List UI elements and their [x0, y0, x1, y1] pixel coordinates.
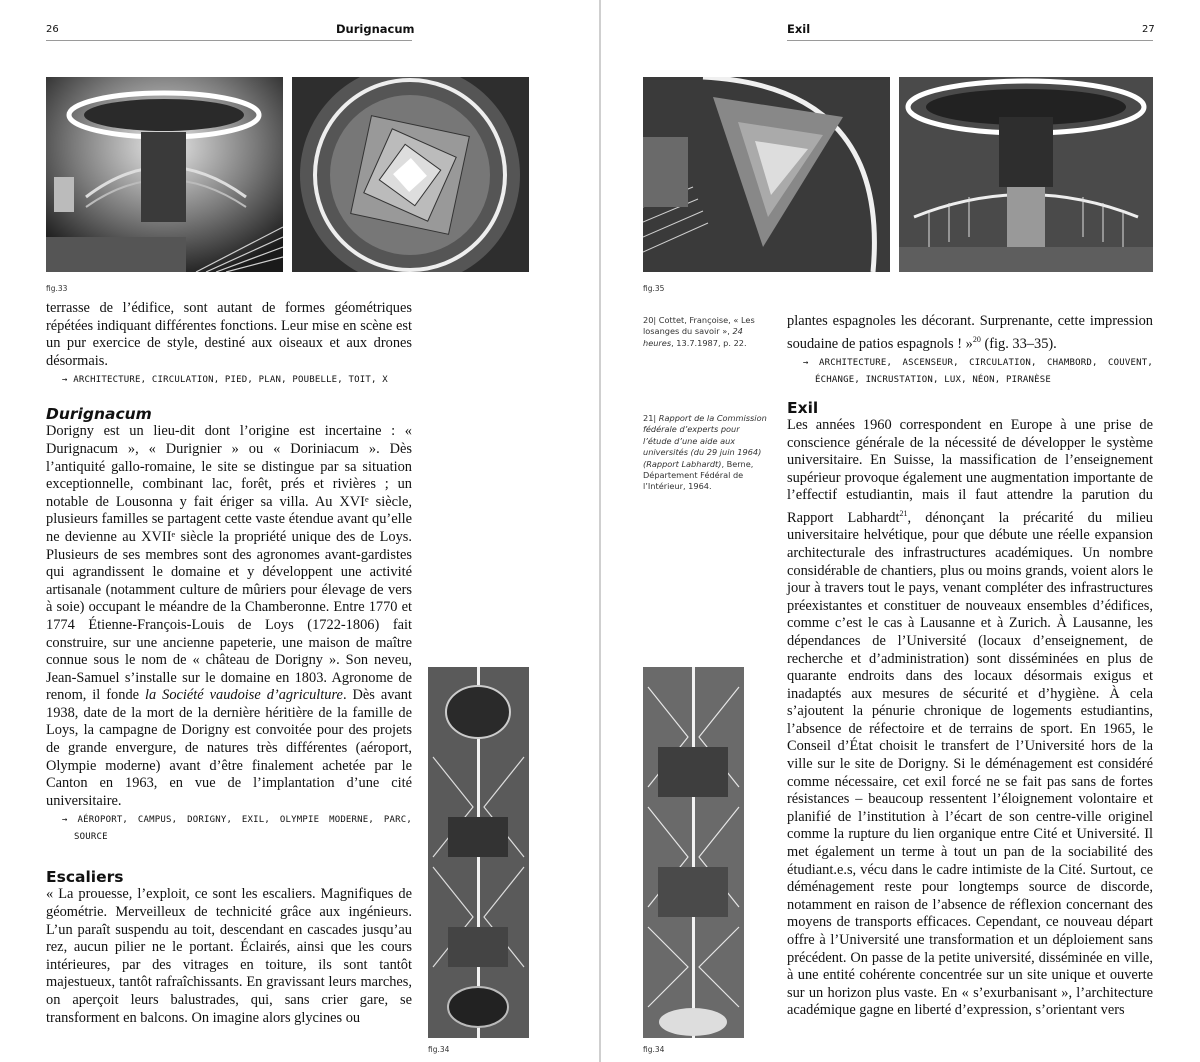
photo-stair-shaft — [428, 667, 529, 1038]
figure-label: fig.34 — [643, 1045, 665, 1054]
right-text-column — [787, 313, 1153, 1020]
paragraph-escaliers: « La prouesse, l’exploit, ce sont les escaliers. Magnifiques de géométrie. Merveilleux de technicité grâce aux ingénieurs. L’un paraît suspendu au toit, descendant en cascades jusqu’au rez, aucun pilier ne le portant. Éclairés, ainsi que les cours intérieures, par des vitrages en toiture, ils sont tantôt majestueux, tantôt rafraîchissants. En gravissant leurs marches, on aperçoit leurs balustrades, qui, sans crier gare, se transforment en balcons. On imagine alors glycines ou — [46, 886, 412, 1026]
photo-triangular-stairwell — [643, 77, 890, 272]
paragraph-durignacum: Dorigny est un lieu-dit dont l’origine est incertaine : « Durignacum », « Durignier » ou « Doriniacum ». Dès l’antiquité gallo-romaine, le site se distingue par sa situation exceptionnelle, combinant lac, forêt, prés et rivières ; un notable de Lousonna y fait ériger sa villa. Au XVIᵉ siècle, plusieurs familles se partagent cette vaste étendue avant qu’elle ne devienne au XVIIᵉ siècle la propriété unique des de Loys. Plusieurs de ses membres sont des agronomes avant-gardistes qui agrandissent le domaine et y développent une activité artisanale (notamment culture de mûriers pour élevage de vers à soie) occupant le méandre de la Chamberonne. Entre 1770 et 1774 Étienne-François-Louis de Loys (1722-1806) fait construire, sur une ancienne papeterie, une maison de maître connue sous le nom de « château de Dorigny ». Son neveu, Jean-Samuel s’installe sur le domaine en 1803. Agronome de renom, il fonde la Société vaudoise d’agriculture. Dès avant 1938, date de la mort de la dernière héritière de la famille de Loys, la campagne de Dorigny est convoitée pour des projets de grande envergure, de natures très différentes (aéroport, Olympie moderne) avant d’être finalement achetée par le Canton en 1963, en vue de l’implantation d’une cité universitaire. — [46, 423, 412, 809]
figure-label: fig.34 — [428, 1045, 450, 1054]
running-head: Exil — [787, 22, 811, 36]
header-rule — [46, 40, 412, 41]
left-text-column — [46, 300, 412, 1027]
figure-label: fig.33 — [46, 284, 68, 293]
page-number: 27 — [1142, 24, 1155, 35]
photo-atrium-ring — [899, 77, 1153, 272]
footnote-21: 21| Rapport de la Commission fédérale d’experts pour l’étude d’une aide aux universités (du 29 juin 1964) (Rapport Labhardt), Berne, Département Fédéral de l’Intérieur, 1964. — [643, 413, 767, 492]
photo-atrium-stairs — [46, 77, 283, 272]
photo-stair-shaft — [643, 667, 744, 1038]
paragraph-exil: Les années 1960 correspondent en Europe à une prise de conscience générale de la nécessité de développer le système universitaire. En Suisse, la massification de l’enseignement supérieur provoque également une augmentation importante de l’effectif estudiantin, mais il faut attendre la parution du Rapport Labhardt$^{21}$, dénonçant la précarité du milieu universitaire helvétique, pour que débute une réelle expansion architecturale des infrastructures académiques. Un nombre considérable de chantiers, plus ou moins grands, voient alors le jour à travers tout le pays, venant compléter des infrastructures préexistantes et constituer de nouveaux ensembles d’édifices, comme c’est le cas à Lausanne et à Zurich. À Lausanne, les dépendances de l’Université (locaux d’enseignement, de recherche et d’administration) sont disséminées en plus de quarante endroits dans des locaux désormais exigus et inadaptés aux mesures de sécurité et d’hygiène. À cela s’ajoutent la pénurie chronique de logements estudiantins, l’absence de réfectoire et de terrains de sport. En 1965, le Conseil d’État choisit le transfert de l’Université hors de la ville sur le site de Dorigny. Si le déménagement est considéré comme nécessaire, cet exil forcé ne se fait pas sans de fortes résistances – beaucoup ressentent l’éloignement volontaire et planifié de l’institution à l’écart de son centre-ville originel comme la rupture du lien organique entre Cité et Université. Il met également un terme à tout un pan de la sociabilité des étudiant.e.s, vécu dans le cadre intimiste de la Cité. Surtout, ce déménagement reste pour longtemps source de discorde, notamment en raison de l’absence de réflexion concernant des moyens de transports efficaces. Cependant, ce nouveau départ offre à l’Université une transformation et un déploiement sans précédent. On passe de la petite université, disséminée en ville, à une entité cohérente concentrée sur un site unique et ouverte sur un horizon plus vaste. En « s’exurbanisant », l’architecture académique gagne en liberté d’expression, s’orientant vers — [787, 416, 1153, 1019]
running-head: Durignacum — [336, 22, 415, 36]
entry-title-durignacum: Durignacum — [46, 405, 152, 424]
paragraph-continued: plantes espagnoles les décorant. Surprenante, cette impression soudaine de patios espagnols ! »$^{20}$ (fig. 33–35). — [787, 313, 1153, 352]
figure-label: fig.35 — [643, 284, 665, 293]
paragraph-continued: terrasse de l’édifice, sont autant de formes géométriques répétées indiquant différentes fonctions. Leur mise en scène est un pur exercice de style, destiné aux oiseaux et aux drones désormais. — [46, 300, 412, 369]
see-also-links: → AÉROPORT, CAMPUS, DORIGNY, EXIL, OLYMPIE MODERNE, PARC, SOURCE — [62, 815, 412, 843]
header-rule — [787, 40, 1153, 41]
page-number: 26 — [46, 24, 59, 35]
see-also-links: → ARCHITECTURE, CIRCULATION, PIED, PLAN, POUBELLE, TOIT, X — [62, 375, 388, 386]
entry-title-escaliers: Escaliers — [46, 868, 124, 887]
entry-title-exil: Exil — [787, 398, 819, 417]
photo-stairwell-spiral — [292, 77, 529, 272]
see-also-links: → ARCHITECTURE, ASCENSEUR, CIRCULATION, CHAMBORD, COUVENT, ÉCHANGE, INCRUSTATION, LUX, NÉON, PIRANÈSE — [803, 357, 1153, 385]
left-page — [0, 0, 599, 1062]
right-page — [601, 0, 1200, 1062]
footnote-20: 20| Cottet, Françoise, « Les losanges du savoir », 24 heures, 13.7.1987, p. 22. — [643, 315, 755, 348]
